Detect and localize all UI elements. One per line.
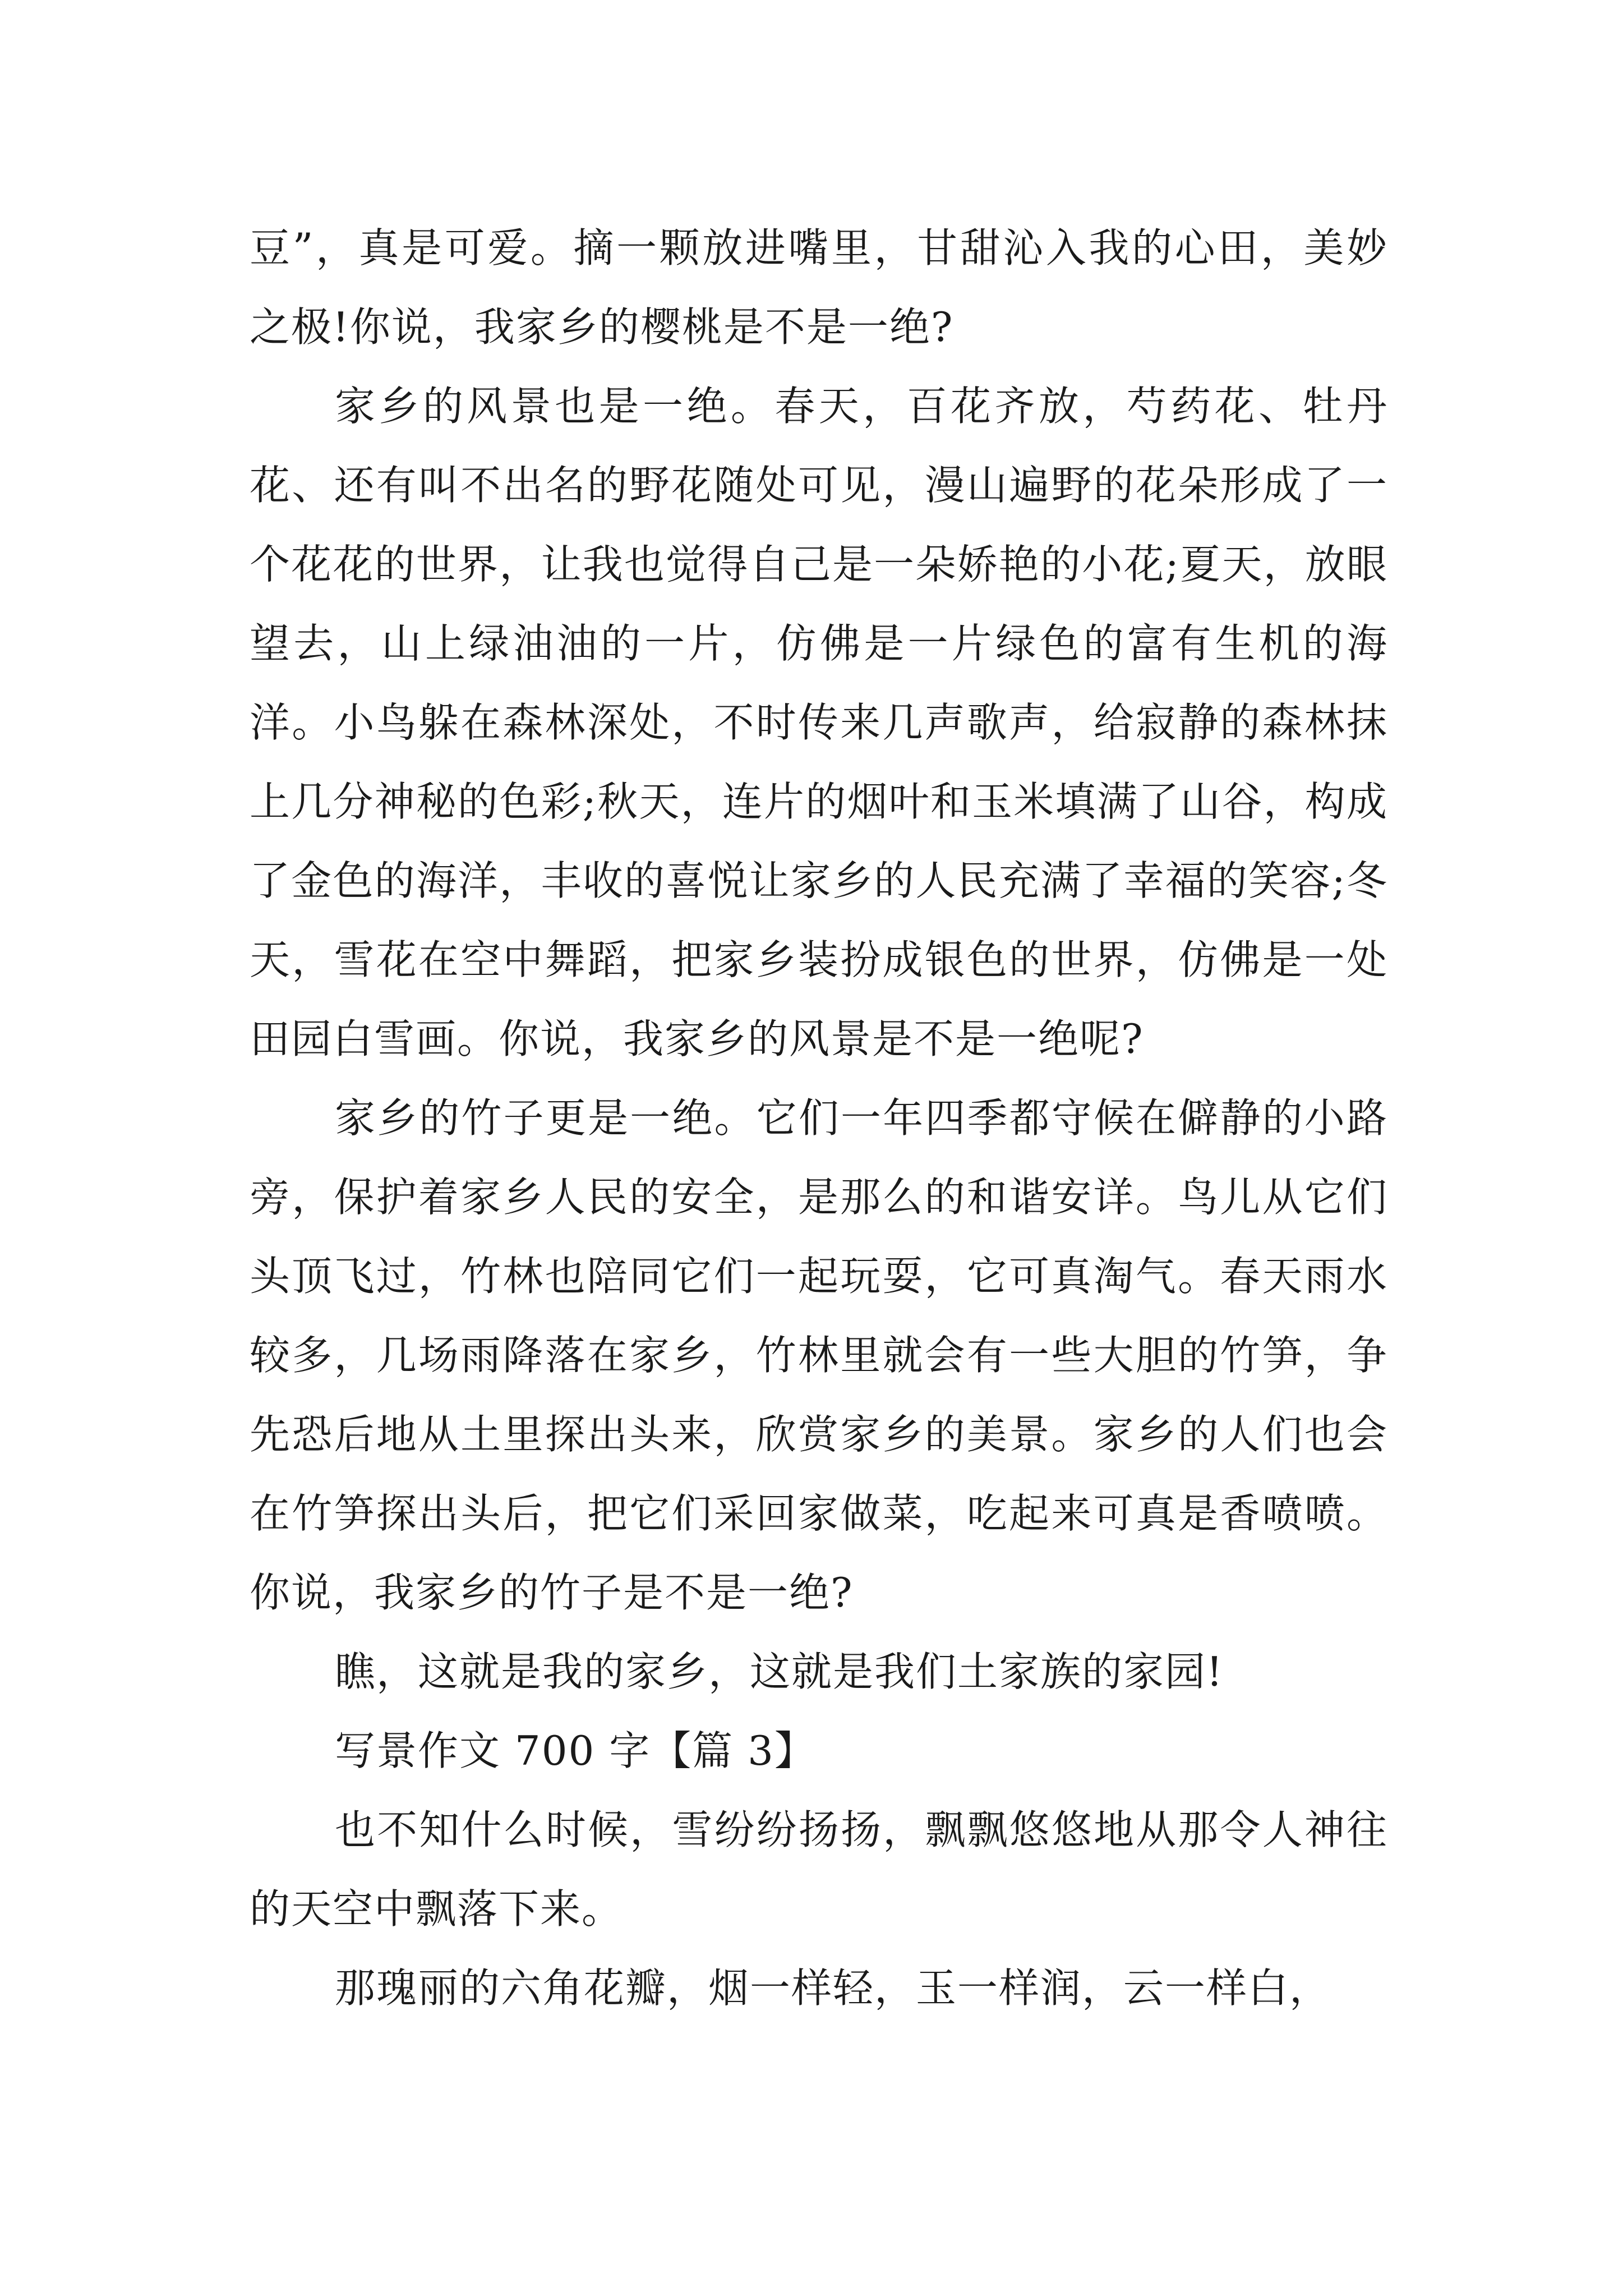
body-text	[250, 209, 1388, 2028]
paragraph-cherry-ending: 豆”，真是可爱。摘一颗放进嘴里，甘甜沁入我的心田，美妙之极!你说，我家乡的樱桃是不是一绝?	[250, 224, 1388, 351]
paragraph-scenery: 家乡的风景也是一绝。春天，百花齐放，芍药花、牡丹花、还有叫不出名的野花随处可见，漫山遍野的花朵形成了一个花花的世界，让我也觉得自己是一朵娇艳的小花;夏天，放眼望去，山上绿油油的一片，仿佛是一片绿色的富有生机的海洋。小鸟躲在森林深处，不时传来几声歌声，给寂静的森林抹上几分神秘的色彩;秋天，连片的烟叶和玉米填满了山谷，构成了金色的海洋，丰收的喜悦让家乡的人民充满了幸福的笑容;冬天，雪花在空中舞蹈，把家乡装扮成银色的世界，仿佛是一处田园白雪画。你说，我家乡的风景是不是一绝呢?	[250, 383, 1388, 1062]
paragraph-snow-petals: 那瑰丽的六角花瓣，烟一样轻，玉一样润，云一样白，	[335, 1964, 1331, 2012]
paragraph-bamboo: 家乡的竹子更是一绝。它们一年四季都守候在僻静的小路旁，保护着家乡人民的安全，是那么的和谐安详。鸟儿从它们头顶飞过，竹林也陪同它们一起玩耍，它可真淘气。春天雨水较多，几场雨降落在家乡，竹林里就会有一些大胆的竹笋，争先恐后地从土里探出头来，欣赏家乡的美景。家乡的人们也会在竹笋探出头后，把它们采回家做菜，吃起来可真是香喷喷。你说，我家乡的竹子是不是一绝?	[250, 1094, 1388, 1616]
paragraph-snow-intro: 也不知什么时候，雪纷纷扬扬，飘飘悠悠地从那令人神往的天空中飘落下来。	[250, 1806, 1388, 1932]
paragraph-conclusion: 瞧，这就是我的家乡，这就是我们土家族的家园!	[335, 1648, 1224, 1695]
section-heading: 写景作文 700 字【篇 3】	[335, 1727, 816, 1774]
